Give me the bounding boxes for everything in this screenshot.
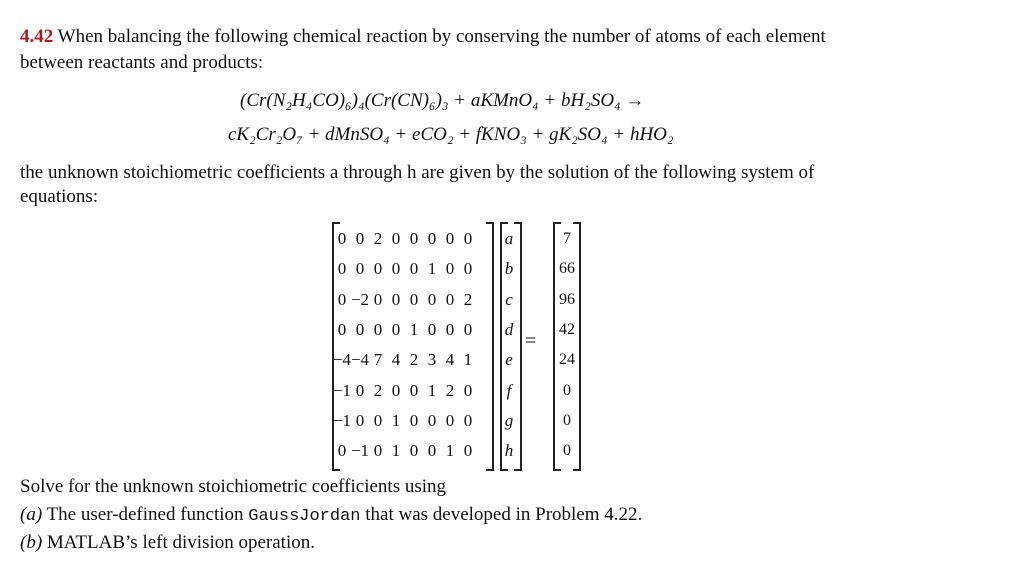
matrix-cell: 0 — [355, 319, 365, 339]
matrix-cell: 0 — [373, 289, 383, 309]
matrix-cell: 0 — [355, 259, 365, 279]
matrix-cell: 2 — [409, 350, 419, 370]
intro-text-1: When balancing the following chemical reaction by conserving the number of atoms of each element — [57, 26, 826, 47]
matrix-cell: 2 — [373, 229, 383, 248]
matrix-cell: −2 — [350, 289, 370, 309]
matrix-cell: 0 — [391, 229, 401, 248]
matrix-cell: 0 — [445, 259, 455, 279]
rhs-cell: 0 — [563, 442, 571, 460]
intro-line-1 — [20, 26, 826, 48]
rhs-cell: 0 — [563, 411, 571, 429]
matrix-cell: 0 — [409, 441, 419, 461]
matrix-cell: 0 — [463, 259, 473, 279]
matrix-cell: 0 — [373, 441, 383, 461]
part-b-text: MATLAB’s left division operation. — [46, 532, 315, 553]
matrix-cell: 0 — [409, 229, 419, 248]
reaction-line-2: cK₂Cr₂O₇ + dMnSO₄ + eCO₂ + fKNO₃ + gK₂SO₄ + hHO₂ — [228, 124, 674, 145]
matrix-cell: 1 — [409, 319, 419, 339]
matrix-cell: 0 — [337, 229, 347, 248]
matrix-cell: 0 — [409, 410, 419, 430]
matrix-cell: 0 — [463, 319, 473, 339]
matrix-cell: 0 — [337, 289, 347, 309]
variable-cell: c — [505, 289, 513, 309]
matrix-cell: 0 — [337, 319, 347, 339]
matrix-cell: −4 — [350, 350, 370, 370]
matrix-cell: 0 — [355, 229, 365, 248]
matrix-cell: 0 — [391, 259, 401, 279]
part-a-text-1: The user-defined function — [46, 504, 244, 525]
variable-cell: f — [506, 380, 512, 400]
part-a — [20, 504, 642, 528]
variable-cell: d — [504, 319, 514, 339]
matrix-cell: 4 — [391, 350, 401, 370]
intro-line-2: between reactants and products: — [20, 52, 264, 73]
matrix-cell: 0 — [337, 441, 347, 461]
matrix-cell: 1 — [427, 380, 437, 400]
rhs-cell: 66 — [559, 260, 575, 278]
problem-number: 4.42 — [20, 26, 54, 47]
matrix-cell: 0 — [355, 410, 365, 430]
matrix-cell: 0 — [337, 259, 347, 279]
matrix-cell: −1 — [332, 380, 352, 400]
matrix-cell: 0 — [391, 319, 401, 339]
matrix-cell: 0 — [409, 259, 419, 279]
matrix-cell: 7 — [373, 350, 383, 370]
rhs-cell: 7 — [563, 230, 571, 247]
matrix-cell: 0 — [463, 380, 473, 400]
matrix-cell: 0 — [427, 229, 437, 248]
matrix-right-bracket — [486, 222, 494, 471]
matrix-cell: 0 — [355, 380, 365, 400]
matrix-cell: 4 — [445, 350, 455, 370]
variable-cell: b — [504, 259, 514, 279]
rhs-cell: 96 — [559, 290, 575, 308]
matrix-cell: 0 — [463, 229, 473, 248]
matrix-cell: 0 — [409, 289, 419, 309]
matrix-cell: 0 — [391, 289, 401, 309]
variable-cell: e — [505, 350, 513, 370]
matrix-cell: 0 — [373, 319, 383, 339]
variable-cell: a — [504, 229, 514, 248]
matrix-cell: 0 — [373, 259, 383, 279]
equals-sign: = — [525, 330, 537, 352]
solve-line: Solve for the unknown stoichiometric coefficients using — [20, 476, 447, 497]
matrix-cell: 0 — [373, 410, 383, 430]
gaussjordan-code: GaussJordan — [248, 507, 361, 526]
matrix-cell: 3 — [427, 350, 437, 370]
matrix-cell: 0 — [445, 319, 455, 339]
matrix-cell: 2 — [463, 289, 473, 309]
matrix-cell: 1 — [427, 259, 437, 279]
matrix-cell: 2 — [373, 380, 383, 400]
matrix-cell: 0 — [391, 380, 401, 400]
matrix-cell: 0 — [445, 289, 455, 309]
matrix-cell: 1 — [445, 441, 455, 461]
part-b-label: (b) — [20, 532, 43, 553]
matrix-cell: 1 — [391, 410, 401, 430]
matrix-cell: 2 — [445, 380, 455, 400]
rhs-cell: 0 — [563, 381, 571, 399]
matrix-cell: 0 — [427, 319, 437, 339]
matrix-cell: 0 — [445, 229, 455, 248]
matrix-cell: 1 — [463, 350, 473, 370]
matrix-cell: −4 — [332, 350, 352, 370]
matrix-cell: 0 — [427, 289, 437, 309]
part-b — [20, 532, 315, 554]
matrix-cell: −1 — [350, 441, 370, 461]
rhs-cell: 24 — [559, 351, 575, 369]
part-a-text-2: that was developed in Problem 4.22. — [365, 504, 643, 525]
mid-line-2: equations: — [20, 186, 99, 207]
matrix-cell: 0 — [427, 410, 437, 430]
part-a-label: (a) — [20, 504, 43, 525]
reaction-line-1: (Cr(N₂H₄CO)₆)₄(Cr(CN)₆)₃ + aKMnO₄ + bH₂SO₄ → — [240, 90, 645, 111]
matrix-cell: 0 — [445, 410, 455, 430]
matrix-cell: −1 — [332, 410, 352, 430]
matrix-cell: 0 — [463, 410, 473, 430]
variable-cell: g — [504, 410, 514, 430]
mid-line-1: the unknown stoichiometric coefficients a through h are given by the solution of the following system of — [20, 162, 815, 183]
matrix-cell: 0 — [409, 380, 419, 400]
variable-cell: h — [504, 441, 514, 461]
matrix-cell: 0 — [463, 441, 473, 461]
rhs-cell: 42 — [559, 320, 575, 338]
matrix-cell: 0 — [427, 441, 437, 461]
matrix-cell: 1 — [391, 441, 401, 461]
